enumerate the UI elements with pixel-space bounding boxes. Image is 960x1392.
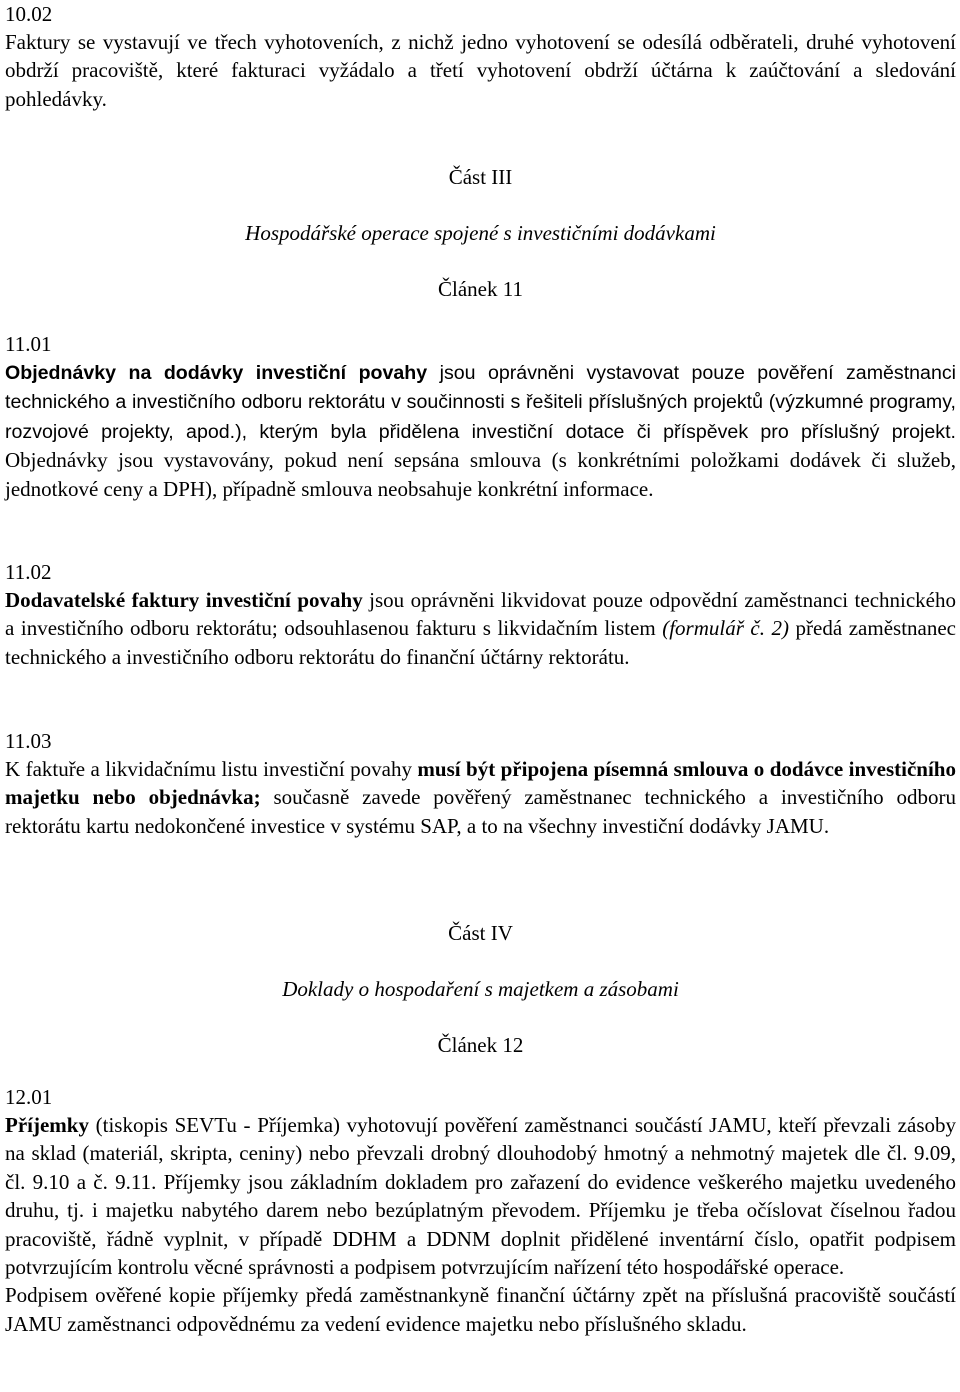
text-run: současně zavede pověřený zaměstnanec technického a investičního odboru rektorátu kartu nedokončené investice v systému SAP, a to na všechny investiční dodávky JAMU. — [5, 785, 956, 838]
bold-phrase: musí být připojena písemná smlouva o dodávce investičního majetku nebo objednávka; — [5, 757, 956, 810]
text-run: (tiskopis SEVTu - Příjemka) vyhotovují pověření zaměstnanci součástí JAMU, kteří převzali zásoby na sklad (materiál, skripta, ceniny) nebo převzali drobný dlouhodobý hmotný a nehmotný majetek dle čl. 9.09, čl. 9.10 a č. 9.11. Příjemky jsou základním dokladem pro zařazení do evidence veškerého majetku uvedeného druhu, tj. i majetku nabytého darem nebo bezúplatným převodem. Příjemku je třeba očíslovat číselnou řadou pracoviště, řádně vyplnit, v případě DDHM a DDNM doplnit přidělené inventární číslo, opatřit podpisem potvrzujícím kontrolu věcné správnosti a podpisem potvrzujícím nařízení této hospodářské operace. — [5, 1113, 956, 1280]
form-reference: (formulář č. 2) — [662, 616, 790, 641]
section-number: 12.01 — [5, 1085, 53, 1109]
paragraph: Podpisem ověřené kopie příjemky předá zaměstnankyně finanční účtárny zpět na příslušná pracoviště součástí JAMU zaměstnanci odpovědnému za vedení evidence majetku nebo příslušného skladu. — [5, 1283, 956, 1336]
bold-phrase: Objednávky na dodávky investiční povahy — [5, 362, 428, 384]
part-3-subtitle: Hospodářské operace spojené s investičními dodávkami — [245, 221, 716, 245]
paragraph — [5, 1111, 956, 1281]
bold-phrase: Dodavatelské faktury investiční povahy — [5, 588, 363, 612]
section-number: 11.02 — [5, 560, 52, 584]
text-run: předá zaměstnanec technického a investičního odboru rektorátu do finanční účtárny rektorátu. — [5, 616, 956, 669]
part-3-title: Část III — [448, 165, 513, 189]
part-4-title: Část IV — [448, 921, 513, 945]
section-10-02 — [5, 0, 956, 113]
section-number: 11.03 — [5, 729, 52, 753]
section-11-03 — [5, 727, 956, 840]
article-11-heading: Článek 11 — [438, 277, 523, 301]
paragraph — [5, 358, 956, 503]
bold-phrase: Příjemky — [5, 1113, 89, 1137]
section-number: 11.01 — [5, 332, 52, 356]
text-run: K faktuře a likvidačnímu listu investiční povahy — [5, 757, 418, 781]
paragraph: Faktury se vystavují ve třech vyhotoveních, z nichž jedno vyhotovení se odesílá odběrateli, druhé vyhotovení obdrží pracoviště, které fakturaci vyžádalo a třetí vyhotovení obdrží účtárna k zaúčtování a sledování pohledávky. — [5, 30, 956, 111]
section-number: 10.02 — [5, 2, 53, 26]
text-run: jsou oprávněni vystavovat pouze pověření zaměstnanci technického a investičního odboru rektorátu v součinnosti s řešiteli příslušných projektů (výzkumné programy, rozvojové projekty, apod.), kterým byla přidělena investiční dotace či příspěvek pro příslušný projekt. — [5, 362, 956, 443]
section-12-01 — [5, 1083, 956, 1338]
part-4-subtitle: Doklady o hospodaření s majetkem a zásobami — [282, 977, 679, 1001]
text-run: jsou oprávněni likvidovat pouze odpovědní zaměstnanci technického a investičního odboru rektorátu; odsouhlasenou fakturu s likvidačním listem — [5, 588, 956, 641]
section-11-02 — [5, 558, 956, 671]
paragraph — [5, 586, 956, 671]
text-run: Objednávky jsou vystavovány, pokud není sepsána smlouva (s konkrétními položkami dodávek či služeb, jednotkové ceny a DPH), případně smlouva neobsahuje konkrétní informace. — [5, 448, 956, 501]
section-11-01 — [5, 330, 956, 503]
paragraph — [5, 755, 956, 840]
article-12-heading: Článek 12 — [437, 1033, 524, 1057]
